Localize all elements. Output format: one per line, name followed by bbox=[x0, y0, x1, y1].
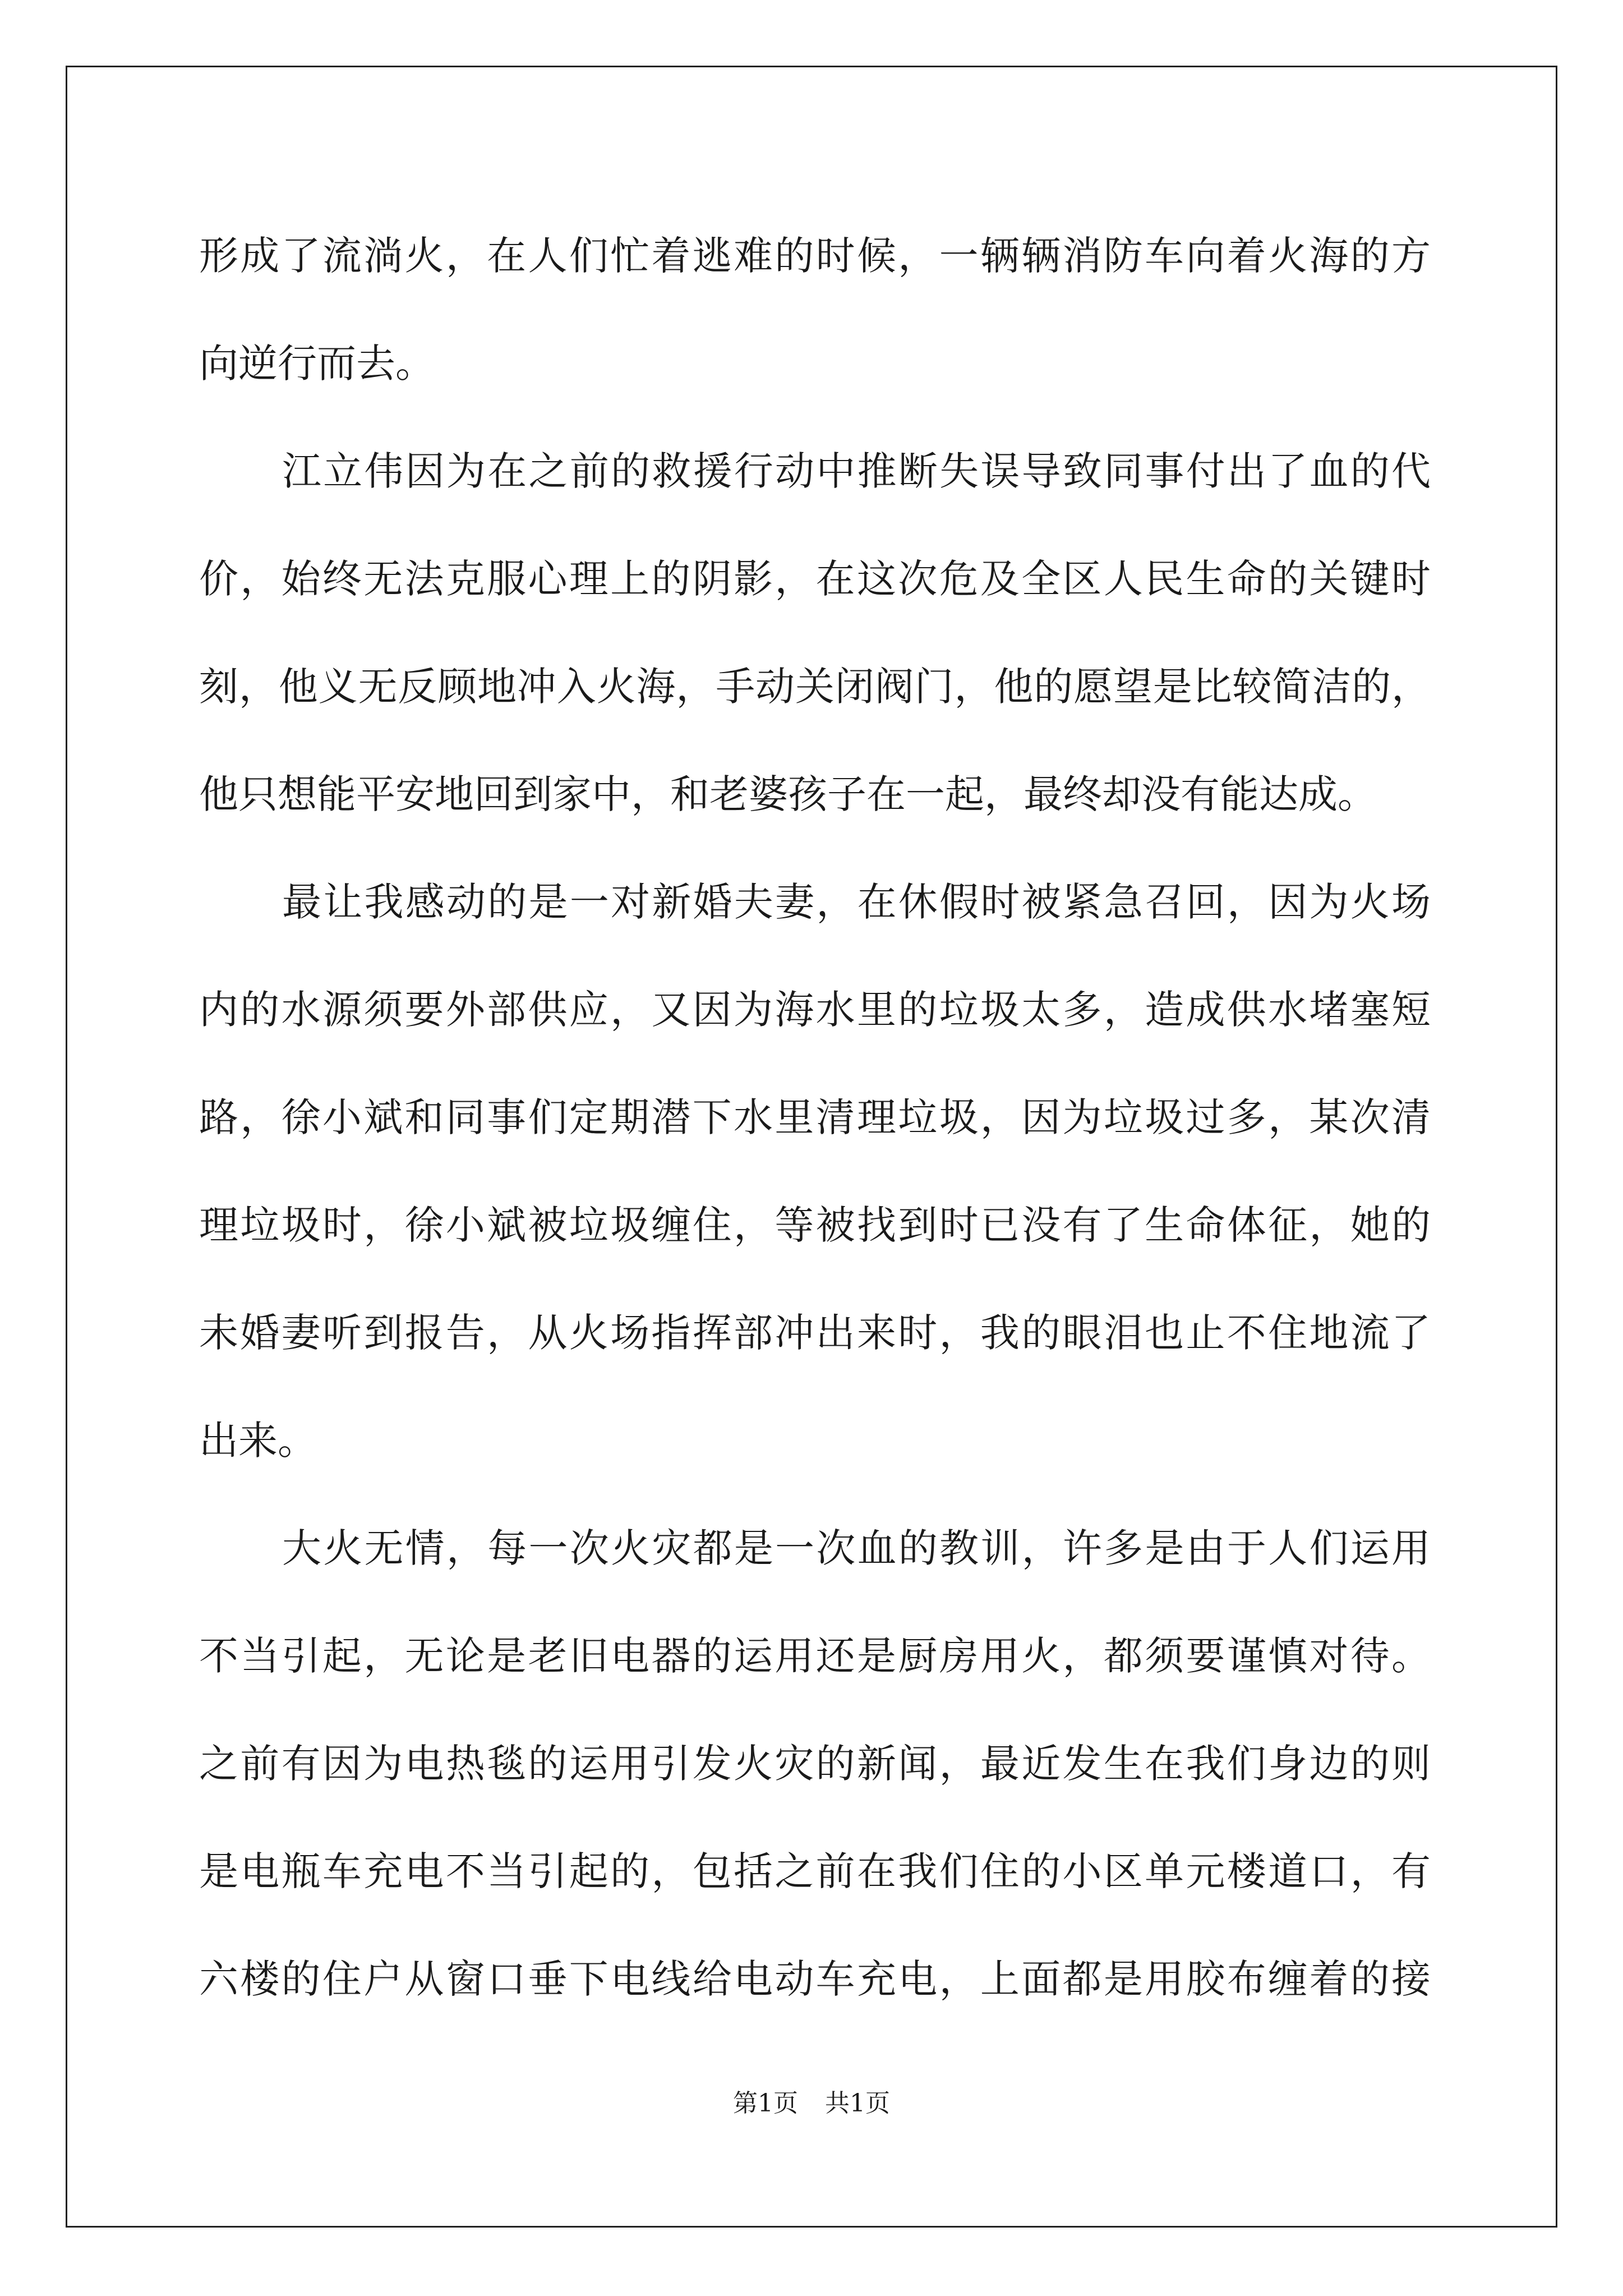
document-body bbox=[199, 202, 1431, 2033]
text-line: 是电瓶车充电不当引起的，包括之前在我们住的小区单元楼道口，有 bbox=[199, 1848, 1431, 1894]
text-line: 内的水源须要外部供应，又因为海水里的垃圾太多，造成供水堵塞短 bbox=[199, 987, 1431, 1033]
text-line: 刻，他义无反顾地冲入火海，手动关闭阀门，他的愿望是比较简洁的， bbox=[199, 664, 1431, 710]
text-line: 未婚妻听到报告，从火场指挥部冲出来时，我的眼泪也止不住地流了 bbox=[199, 1310, 1431, 1356]
text-line: 价，始终无法克服心理上的阴影，在这次危及全区人民生命的关键时 bbox=[199, 556, 1431, 602]
text-line: 他只想能平安地回到家中，和老婆孩子在一起，最终却没有能达成。 bbox=[199, 771, 1377, 817]
text-line: 最让我感动的是一对新婚夫妻，在休假时被紧急召回，因为火场 bbox=[282, 879, 1431, 925]
text-line: 形成了流淌火，在人们忙着逃难的时候，一辆辆消防车向着火海的方 bbox=[199, 233, 1431, 279]
text-line: 出来。 bbox=[199, 1418, 317, 1464]
page-number: 第1页 bbox=[733, 2089, 798, 2118]
text-line: 六楼的住户从窗口垂下电线给电动车充电，上面都是用胶布缠着的接 bbox=[199, 1956, 1431, 2002]
text-line: 江立伟因为在之前的救援行动中推断失误导致同事付出了血的代 bbox=[282, 448, 1431, 494]
page-footer bbox=[0, 2087, 1623, 2120]
text-line: 理垃圾时，徐小斌被垃圾缠住，等被找到时已没有了生命体征，她的 bbox=[199, 1202, 1431, 1248]
text-line: 大火无情，每一次火灾都是一次血的教训，许多是由于人们运用 bbox=[282, 1525, 1431, 1571]
text-line: 之前有因为电热毯的运用引发火灾的新闻，最近发生在我们身边的则 bbox=[199, 1741, 1431, 1787]
text-line: 不当引起，无论是老旧电器的运用还是厨房用火，都须要谨慎对待。 bbox=[199, 1633, 1431, 1679]
page-total: 共1页 bbox=[825, 2089, 890, 2118]
text-line: 路，徐小斌和同事们定期潜下水里清理垃圾，因为垃圾过多，某次清 bbox=[199, 1094, 1431, 1140]
text-line: 向逆行而去。 bbox=[199, 341, 435, 386]
